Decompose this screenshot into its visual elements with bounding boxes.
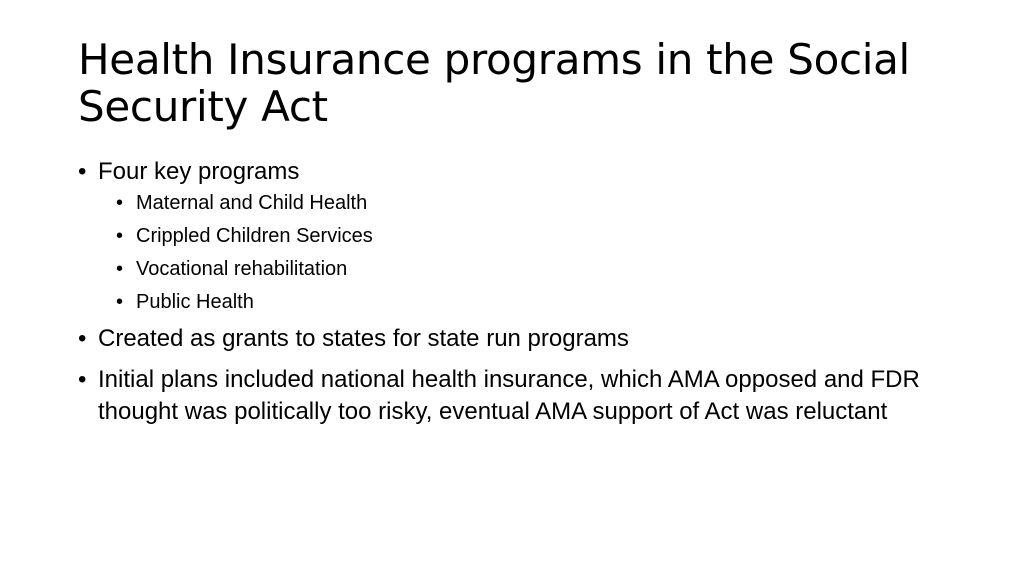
sub-bullet-item: • Maternal and Child Health <box>116 191 958 215</box>
sub-bullet-item: • Vocational rehabilitation <box>116 257 958 281</box>
bullet-item <box>78 323 958 355</box>
bullet-text: Created as grants to states for state run programs <box>98 325 629 352</box>
bullet-item <box>78 364 958 428</box>
sub-bullet-item: • Public Health <box>116 290 958 314</box>
slide-body <box>78 156 958 437</box>
slide-title: Health Insurance programs in the Social Security Act <box>78 35 910 131</box>
bullet-list <box>78 156 958 428</box>
bullet-text: Four key programs <box>98 158 300 185</box>
sub-bullet-item: • Crippled Children Services <box>116 224 958 248</box>
sub-bullet-list <box>116 191 958 314</box>
bullet-item <box>78 156 958 314</box>
bullet-text: Initial plans included national health insurance, which AMA opposed and FDR thought was politically too risky, eventual AMA support of Act was reluctant <box>98 366 920 425</box>
